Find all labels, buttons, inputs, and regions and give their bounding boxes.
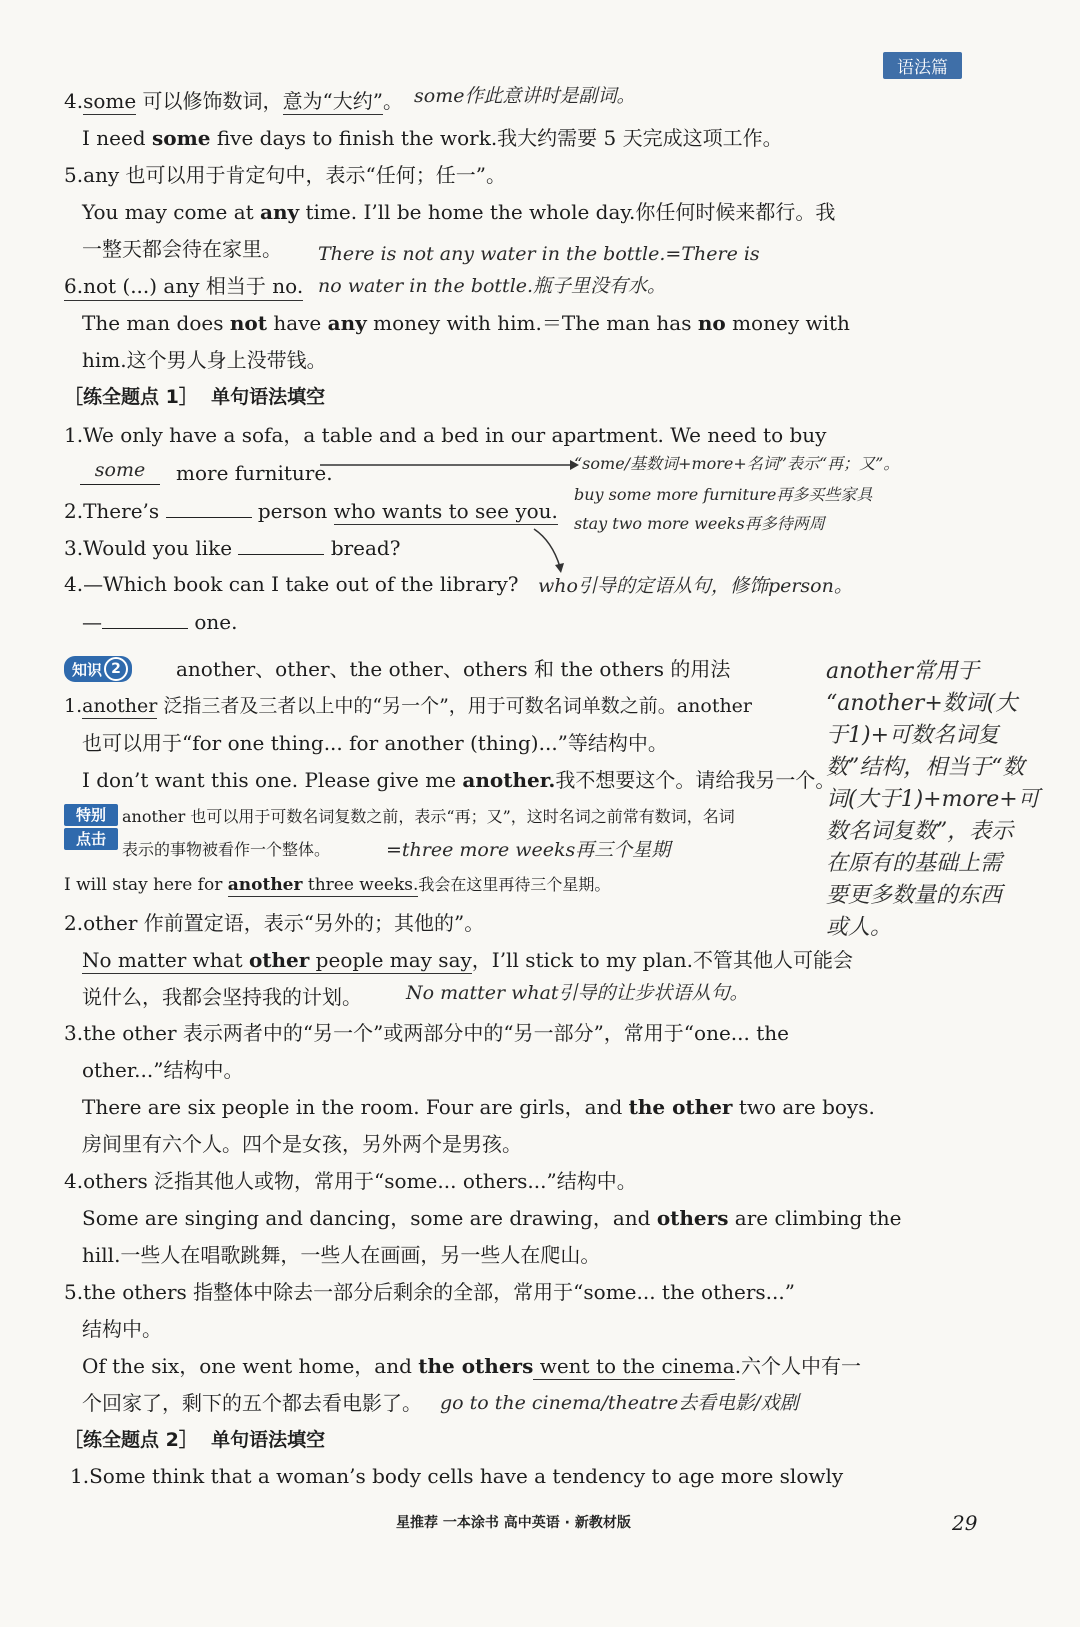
example-text: have: [266, 311, 328, 335]
question-text: person: [257, 499, 328, 523]
example-sentence: [82, 199, 835, 225]
question-2: [64, 497, 558, 524]
footer-text: 星推荐 一本涂书 高中英语 · 新教材版: [396, 1515, 631, 1531]
side-note-line: 词(大于1)+more+可: [826, 787, 1040, 812]
example-sentence-cont: hill.一些人在唱歌跳舞，一些人在画画，另一些人在爬山。: [82, 1243, 601, 1267]
keyword: another: [82, 695, 158, 717]
practice-type: 单句语法填空: [211, 1429, 326, 1451]
answer-blank[interactable]: [166, 497, 252, 518]
example-keyword: others: [656, 1206, 729, 1230]
point-3-cont: other...”结构中。: [82, 1058, 244, 1082]
point-1-title: [64, 693, 752, 719]
question-text: 3.Would you like: [64, 536, 233, 560]
special-note-text: 表示的事物被看作一个整体。: [122, 840, 331, 859]
handwritten-answer: some: [94, 459, 146, 481]
example-text: went to the cinema: [533, 1354, 735, 1378]
practice-type: 单句语法填空: [211, 386, 326, 408]
item-6-title: 6.not (...) any 相当于 no.: [64, 273, 303, 301]
question-text: one.: [194, 610, 238, 634]
badge-label: 知识: [72, 660, 103, 679]
example-text: No matter what: [82, 948, 249, 972]
question-4-answer: [82, 608, 237, 635]
handwritten-note: no water in the bottle.瓶子里没有水。: [318, 275, 667, 297]
question-1-cont: more furniture.: [176, 461, 333, 485]
item-text-underlined: 意为“大约”: [282, 89, 384, 113]
point-1-cont: 也可以用于“for one thing... for another (thing)...”等结构中。: [82, 731, 668, 755]
item-text: 泛指三者及三者以上中的“另一个”，用于可数名词单数之前。another: [157, 695, 753, 717]
question-text: 2.There’s: [64, 499, 160, 523]
handwritten-note: buy some more furniture再多买些家具: [574, 485, 873, 504]
question-3: [64, 534, 400, 561]
item-4-title: [64, 88, 403, 114]
side-note-line: “another+数词(大: [826, 691, 1018, 716]
side-note-line: 或人。: [826, 915, 893, 940]
arrow-icon: [530, 527, 570, 575]
example-keyword: no: [697, 311, 726, 335]
knowledge-badge: [64, 656, 132, 682]
practice-label: ［练全题点 1］: [64, 386, 198, 408]
item-text: 。: [383, 89, 404, 113]
example-sentence: [82, 947, 853, 973]
special-note-badge: [64, 804, 118, 852]
item-5-title: 5.any 也可以用于肯定句中，表示“任何；任一”。: [64, 163, 506, 187]
answer-blank[interactable]: [102, 608, 188, 629]
handwritten-note: There is not any water in the bottle.=There is: [318, 243, 760, 265]
example-text: I will stay here for: [64, 875, 228, 895]
example-sentence-cont: 一整天都会待在家里。: [82, 237, 282, 261]
example-sentence-cont: 房间里有六个人。四个是女孩，另外两个是男孩。: [82, 1132, 522, 1156]
question-1: 1.We only have a sofa，a table and a bed in our apartment. We need to buy: [64, 423, 827, 447]
handwritten-note: who引导的定语从句，修饰person。: [538, 575, 853, 597]
side-note-line: 数名词复数”，表示: [826, 819, 1014, 844]
example-text: I don’t want this one. Please give me: [82, 768, 463, 792]
example-keyword: some: [151, 126, 211, 150]
knowledge-title: another、other、the other、others 和 the others 的用法: [176, 657, 731, 681]
section-tag: 语法篇: [883, 52, 962, 79]
example-text: are climbing the: [728, 1206, 902, 1230]
example-text: You may come at: [82, 200, 261, 224]
arrow-icon: [320, 455, 580, 475]
example-text: 我会在这里再待三个星期。: [418, 875, 611, 894]
example-text: There are six people in the room. Four are girls，and: [82, 1095, 629, 1119]
example-sentence-cont: 说什么，我都会坚持我的计划。: [82, 985, 362, 1009]
side-note-line: 于1)+可数名词复: [826, 723, 1000, 748]
handwritten-note: No matter what引导的让步状语从句。: [406, 982, 749, 1004]
handwritten-note: go to the cinema/theatre去看电影/戏剧: [440, 1392, 799, 1414]
example-text: money with him.＝The man has: [366, 311, 698, 335]
example-text: money with: [725, 311, 850, 335]
handwritten-note: =three more weeks再三个星期: [386, 839, 671, 861]
special-label: 特别: [64, 804, 118, 826]
example-keyword: another: [227, 875, 303, 895]
keyword: some: [83, 89, 137, 113]
example-text: two are boys.: [732, 1095, 875, 1119]
example-text: 我不想要这个。请给我另一个。: [555, 768, 836, 792]
practice-heading: [64, 1427, 325, 1453]
example-sentence-cont: 个回家了，剩下的五个都去看电影了。: [82, 1391, 422, 1415]
special-example: [64, 874, 610, 896]
example-keyword: other: [248, 948, 310, 972]
answer-blank[interactable]: [80, 458, 160, 485]
example-sentence-cont: him.这个男人身上没带钱。: [82, 348, 327, 372]
example-sentence: [82, 1205, 901, 1231]
example-keyword: any: [260, 200, 300, 224]
handwritten-note: some作此意讲时是副词。: [414, 85, 636, 107]
example-text: five days to finish the work.我大约需要 5 天完成这项工作。: [210, 126, 783, 150]
side-note-line: 在原有的基础上需: [826, 851, 1003, 876]
question-4: 4.—Which book can I take out of the library?: [64, 572, 519, 596]
practice-label: ［练全题点 2］: [64, 1429, 198, 1451]
practice-heading: [64, 384, 325, 410]
side-note-line: 要更多数量的东西: [826, 883, 1003, 908]
example-keyword: any: [327, 311, 367, 335]
badge-number: 2: [104, 657, 128, 681]
example-keyword: the others: [418, 1354, 534, 1378]
answer-blank[interactable]: [238, 534, 324, 555]
special-note-text: another 也可以用于可数名词复数之前，表示“再；又”，这时名词之前常有数词，名词: [122, 807, 735, 826]
example-sentence: [82, 125, 783, 151]
item-number: 4.: [64, 89, 84, 113]
special-label: 点击: [64, 828, 118, 850]
page-number: 29: [952, 1511, 978, 1535]
item-number: 1.: [64, 695, 83, 717]
example-sentence: [82, 1353, 861, 1379]
example-text: time. I’ll be home the whole day.你任何时候来都行。我: [299, 200, 836, 224]
example-keyword: not: [229, 311, 267, 335]
question-1: 1.Some think that a woman’s body cells have a tendency to age more slowly: [70, 1464, 844, 1488]
point-5-title: 5.the others 指整体中除去一部分后剩余的全部，常用于“some... the others...”: [64, 1280, 795, 1304]
point-5-cont: 结构中。: [82, 1317, 162, 1341]
example-keyword: another.: [462, 768, 556, 792]
example-text: three weeks.: [302, 875, 419, 895]
point-3-title: 3.the other 表示两者中的“另一个”或两部分中的“另一部分”，常用于“one... the: [64, 1021, 789, 1045]
example-sentence: [82, 310, 850, 336]
side-note-line: 数”结构，相当于“数: [826, 755, 1025, 780]
example-text: I need: [82, 126, 152, 150]
point-2-title: 2.other 作前置定语，表示“另外的；其他的”。: [64, 911, 485, 935]
example-text: Some are singing and dancing，some are drawing，and: [82, 1206, 657, 1230]
question-text: bread?: [330, 536, 401, 560]
handwritten-note: stay two more weeks再多待两周: [574, 514, 825, 533]
example-sentence: [82, 1094, 875, 1120]
question-text-underlined: who wants to see you.: [333, 499, 558, 523]
item-text: 可以修饰数词，: [136, 89, 283, 113]
question-text: —: [82, 610, 102, 634]
side-note: [826, 656, 1040, 944]
example-text: people may say: [309, 948, 472, 972]
example-text: ，I’ll stick to my plan.不管其他人可能会: [471, 948, 853, 972]
point-4-title: 4.others 泛指其他人或物，常用于“some... others...”结构中。: [64, 1169, 637, 1193]
side-note-line: another常用于: [826, 659, 980, 684]
example-sentence: [82, 767, 835, 793]
example-text: The man does: [82, 311, 230, 335]
example-keyword: the other: [628, 1095, 733, 1119]
handwritten-note: “some/基数词+more+名词”表示“再；又”。: [574, 454, 900, 473]
example-text: .六个人中有一: [734, 1354, 862, 1378]
example-text: Of the six，one went home，and: [82, 1354, 419, 1378]
